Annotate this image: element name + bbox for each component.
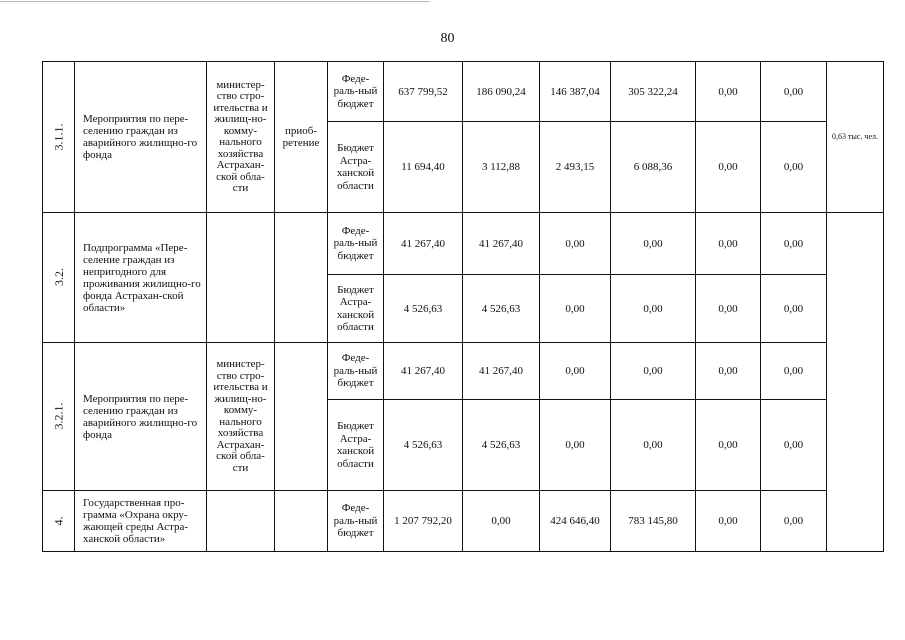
amount-year-1: 41 267,40 <box>463 343 540 400</box>
table-row <box>43 62 884 122</box>
funding-source: Бюджет Астра-ханской области <box>328 400 384 491</box>
amount-year-1: 0,00 <box>463 491 540 552</box>
amount-total: 4 526,63 <box>384 275 463 343</box>
amount-year-2: 424 646,40 <box>540 491 611 552</box>
funding-source: Феде-раль-ный бюджет <box>328 491 384 552</box>
amount-year-3: 6 088,36 <box>611 122 696 213</box>
activity-name: Мероприятия по пере-селению граждан из аварийного жилищно-го фонда <box>75 343 207 491</box>
row-number: 3.2.1. <box>51 402 66 430</box>
table-row <box>43 343 884 400</box>
table-row <box>43 491 884 552</box>
amount-year-5: 0,00 <box>761 343 827 400</box>
amount-year-4: 0,00 <box>696 400 761 491</box>
amount-total: 41 267,40 <box>384 213 463 275</box>
amount-year-2: 0,00 <box>540 213 611 275</box>
table-row <box>43 213 884 275</box>
amount-year-3: 305 322,24 <box>611 62 696 122</box>
row-number: 3.1.1. <box>51 123 66 150</box>
amount-year-2: 0,00 <box>540 275 611 343</box>
amount-year-2: 146 387,04 <box>540 62 611 122</box>
amount-total: 11 694,40 <box>384 122 463 213</box>
amount-year-4: 0,00 <box>696 275 761 343</box>
amount-year-3: 0,00 <box>611 343 696 400</box>
activity-type <box>275 491 328 552</box>
row-number-cell <box>43 62 75 213</box>
amount-year-5: 0,00 <box>761 122 827 213</box>
amount-year-5: 0,00 <box>761 400 827 491</box>
activity-name: Мероприятия по пере-селению граждан из аварийного жилищно-го фонда <box>75 62 207 213</box>
funding-source: Бюджет Астра-ханской области <box>328 122 384 213</box>
funding-source: Феде-раль-ный бюджет <box>328 343 384 400</box>
row-number-cell <box>43 213 75 343</box>
page-number: 80 <box>440 31 455 46</box>
amount-year-3: 0,00 <box>611 275 696 343</box>
executor <box>207 491 275 552</box>
amount-year-4: 0,00 <box>696 122 761 213</box>
row-number-cell <box>43 491 75 552</box>
activity-name: Подпрограмма «Пере-селение граждан из непригодного для проживания жилищно-го фонда Астрахан-ской области» <box>75 213 207 343</box>
amount-year-5: 0,00 <box>761 491 827 552</box>
amount-year-5: 0,00 <box>761 62 827 122</box>
amount-total: 4 526,63 <box>384 400 463 491</box>
amount-year-2: 0,00 <box>540 400 611 491</box>
activity-type <box>275 213 328 343</box>
row-number: 3.2. <box>51 268 66 286</box>
funding-source: Феде-раль-ный бюджет <box>328 62 384 122</box>
amount-year-3: 0,00 <box>611 400 696 491</box>
executor <box>207 213 275 343</box>
executor: министер-ство стро-ительства и жилищ-но-комму-нального хозяйства Астрахан-ской обла-сти <box>207 343 275 491</box>
budget-table <box>42 61 884 552</box>
activity-type <box>275 343 328 491</box>
amount-year-4: 0,00 <box>696 343 761 400</box>
row-number: 4. <box>51 516 66 525</box>
scan-edge-line <box>0 1 430 2</box>
amount-year-2: 2 493,15 <box>540 122 611 213</box>
amount-total: 1 207 792,20 <box>384 491 463 552</box>
amount-year-1: 4 526,63 <box>463 400 540 491</box>
amount-year-1: 41 267,40 <box>463 213 540 275</box>
amount-total: 637 799,52 <box>384 62 463 122</box>
amount-year-5: 0,00 <box>761 275 827 343</box>
amount-year-4: 0,00 <box>696 62 761 122</box>
target-indicator: 0,63 тыс. чел. <box>827 62 884 213</box>
amount-year-4: 0,00 <box>696 491 761 552</box>
amount-year-5: 0,00 <box>761 213 827 275</box>
amount-year-4: 0,00 <box>696 213 761 275</box>
amount-total: 41 267,40 <box>384 343 463 400</box>
amount-year-1: 3 112,88 <box>463 122 540 213</box>
funding-source: Бюджет Астра-ханской области <box>328 275 384 343</box>
amount-year-1: 4 526,63 <box>463 275 540 343</box>
amount-year-2: 0,00 <box>540 343 611 400</box>
amount-year-3: 783 145,80 <box>611 491 696 552</box>
target-indicator <box>827 213 884 552</box>
amount-year-1: 186 090,24 <box>463 62 540 122</box>
row-number-cell <box>43 343 75 491</box>
activity-name: Государственная про-грамма «Охрана окру-жающей среды Астра-ханской области» <box>75 491 207 552</box>
executor: министер-ство стро-ительства и жилищ-но-комму-нального хозяйства Астрахан-ской обла-сти <box>207 62 275 213</box>
amount-year-3: 0,00 <box>611 213 696 275</box>
funding-source: Феде-раль-ный бюджет <box>328 213 384 275</box>
activity-type: приоб-ретение <box>275 62 328 213</box>
